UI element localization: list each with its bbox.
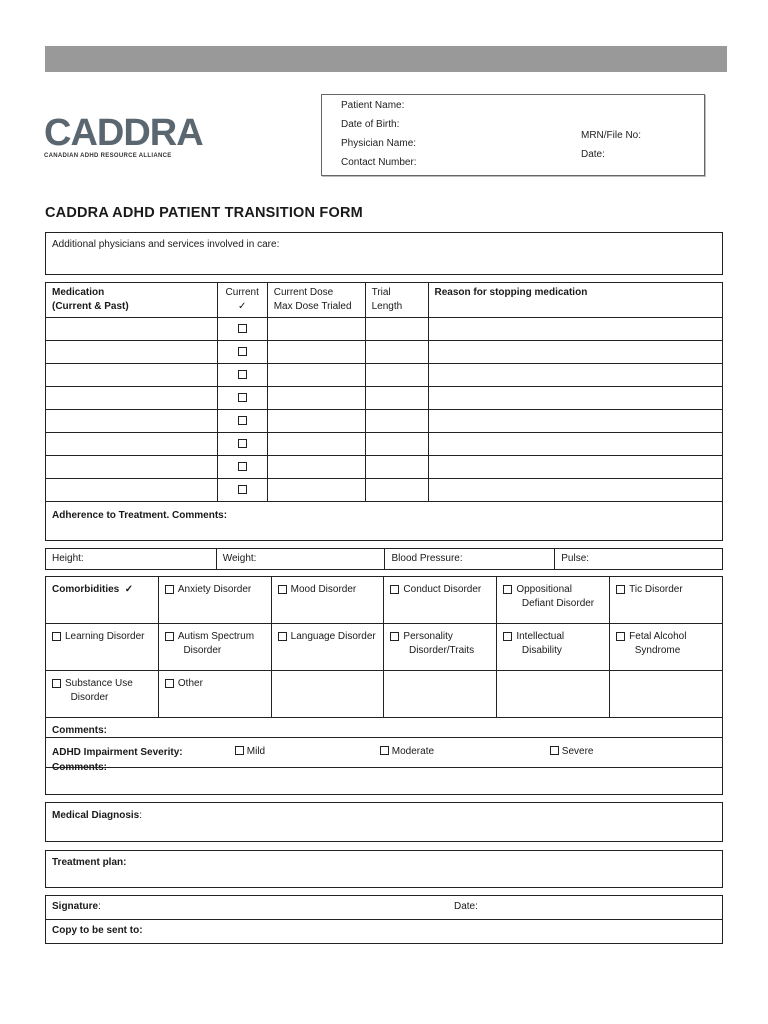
oppositional-defiant-option[interactable] [503,583,603,611]
other-option[interactable] [165,677,265,691]
checkbox[interactable] [503,632,512,641]
logo-tagline: CANADIAN ADHD RESOURCE ALLIANCE [44,153,172,159]
checkbox[interactable] [278,632,287,641]
signature-date-label: Date: [454,901,478,912]
checkbox[interactable] [503,585,512,594]
option-label: Learning Disorder [65,631,145,642]
autism-spectrum-option[interactable] [165,630,265,658]
caddra-logo [44,112,203,164]
current-checkbox[interactable] [238,324,247,333]
adherence-label: Adherence to Treatment. Comments: [52,510,228,521]
tic-disorder-option[interactable] [616,583,716,597]
signature-row[interactable] [46,896,723,920]
checkbox[interactable] [165,632,174,641]
option-label: Conduct Disorder [403,584,482,595]
treatment-plan-label: Treatment plan: [52,857,127,868]
checkbox[interactable] [52,632,61,641]
additional-physicians-label: Additional physicians and services involved in care: [52,239,280,250]
current-checkbox[interactable] [238,462,247,471]
checkbox[interactable] [380,746,389,755]
medication-row[interactable] [46,479,723,502]
signature-label: Signature: [52,901,101,912]
col-current: Current [225,287,259,298]
height-field[interactable] [46,549,217,570]
current-checkbox[interactable] [238,485,247,494]
medical-diagnosis-field[interactable] [45,802,723,842]
medication-row[interactable] [46,410,723,433]
anxiety-disorder-option[interactable] [165,583,265,597]
mood-disorder-option[interactable] [278,583,378,597]
additional-physicians-field[interactable] [45,232,723,275]
substance-use-option[interactable] [52,677,152,705]
date-label: Date: [581,149,605,160]
col-medication: Medication [52,287,105,298]
col-current-dose: Current Dose [273,287,334,298]
blood-pressure-field[interactable] [385,549,555,570]
medication-header-row [46,283,723,318]
checkbox[interactable] [616,585,625,594]
current-checkbox[interactable] [238,370,247,379]
option-label: Intellectual Disability [516,631,565,656]
personality-disorder-option[interactable] [390,630,490,658]
medication-row[interactable] [46,456,723,479]
option-label: Mood Disorder [290,584,357,595]
comorbidities-label: Comorbidities [52,584,120,595]
severity-comments-label: Comments: [52,762,108,773]
dob-label: Date of Birth: [341,119,400,130]
col-medication-sub: (Current & Past) [52,301,129,312]
form-title: CADDRA ADHD PATIENT TRANSITION FORM [45,205,363,221]
physician-name-label: Physician Name: [341,138,417,149]
option-label: Substance Use Disorder [65,678,133,703]
medication-table [45,282,723,541]
col-trial: Trial [371,287,391,298]
blood-pressure-label: Blood Pressure: [391,553,463,564]
medical-diagnosis-label: Medical Diagnosis: [52,810,143,821]
medication-row[interactable] [46,341,723,364]
language-disorder-option[interactable] [278,630,378,644]
copy-to-row[interactable] [46,920,723,944]
vitals-table [45,548,723,570]
header-bar [45,46,727,72]
contact-number-label: Contact Number: [341,157,417,168]
conduct-disorder-option[interactable] [390,583,490,597]
col-max-dose: Max Dose Trialed [273,301,352,312]
checkmark-icon: ✓ [238,301,247,312]
medication-row[interactable] [46,387,723,410]
patient-name-label: Patient Name: [341,100,405,111]
weight-field[interactable] [216,549,385,570]
treatment-plan-field[interactable] [45,850,723,888]
medication-row[interactable] [46,364,723,387]
option-label: Language Disorder [290,631,376,642]
option-label: Tic Disorder [629,584,683,595]
learning-disorder-option[interactable] [52,630,152,644]
signature-table [45,895,723,944]
option-label: Moderate [391,746,435,757]
pulse-label: Pulse: [561,553,590,564]
checkbox[interactable] [390,585,399,594]
medication-row[interactable] [46,318,723,341]
comments-label: Comments: [52,725,108,736]
pulse-field[interactable] [555,549,723,570]
option-label: Personality Disorder/Traits [403,631,475,656]
option-label: Anxiety Disorder [177,584,252,595]
severity-label: ADHD Impairment Severity: [52,747,183,758]
fetal-alcohol-option[interactable] [616,630,716,658]
option-label: Fetal Alcohol Syndrome [629,631,687,656]
checkbox[interactable] [235,746,244,755]
logo-wordmark: CADDRA [44,112,203,154]
height-label: Height: [52,553,84,564]
severity-section [45,737,723,795]
current-checkbox[interactable] [238,347,247,356]
checkmark-icon: ✓ [124,584,134,595]
adherence-row[interactable] [46,502,723,541]
option-label: Autism Spectrum Disorder [177,631,255,656]
option-label: Other [177,678,203,689]
current-checkbox[interactable] [238,439,247,448]
checkbox[interactable] [52,679,61,688]
weight-label: Weight: [222,553,257,564]
medication-row[interactable] [46,433,723,456]
checkbox[interactable] [390,632,399,641]
current-checkbox[interactable] [238,393,247,402]
checkbox[interactable] [278,585,287,594]
severe-option[interactable] [550,745,593,759]
intellectual-disability-option[interactable] [503,630,603,658]
option-label: Mild [246,746,266,757]
patient-info-box [321,94,705,176]
current-checkbox[interactable] [238,416,247,425]
checkbox[interactable] [165,679,174,688]
col-reason-stopping: Reason for stopping medication [434,287,588,298]
copy-to-label: Copy to be sent to: [52,925,143,936]
checkbox[interactable] [165,585,174,594]
mild-option[interactable] [235,745,265,759]
moderate-option[interactable] [380,745,434,759]
option-label: Severe [561,746,594,757]
option-label: Oppositional Defiant Disorder [516,584,595,609]
col-length: Length [371,301,403,312]
checkbox[interactable] [616,632,625,641]
checkbox[interactable] [550,746,559,755]
mrn-label: MRN/File No: [581,130,642,141]
